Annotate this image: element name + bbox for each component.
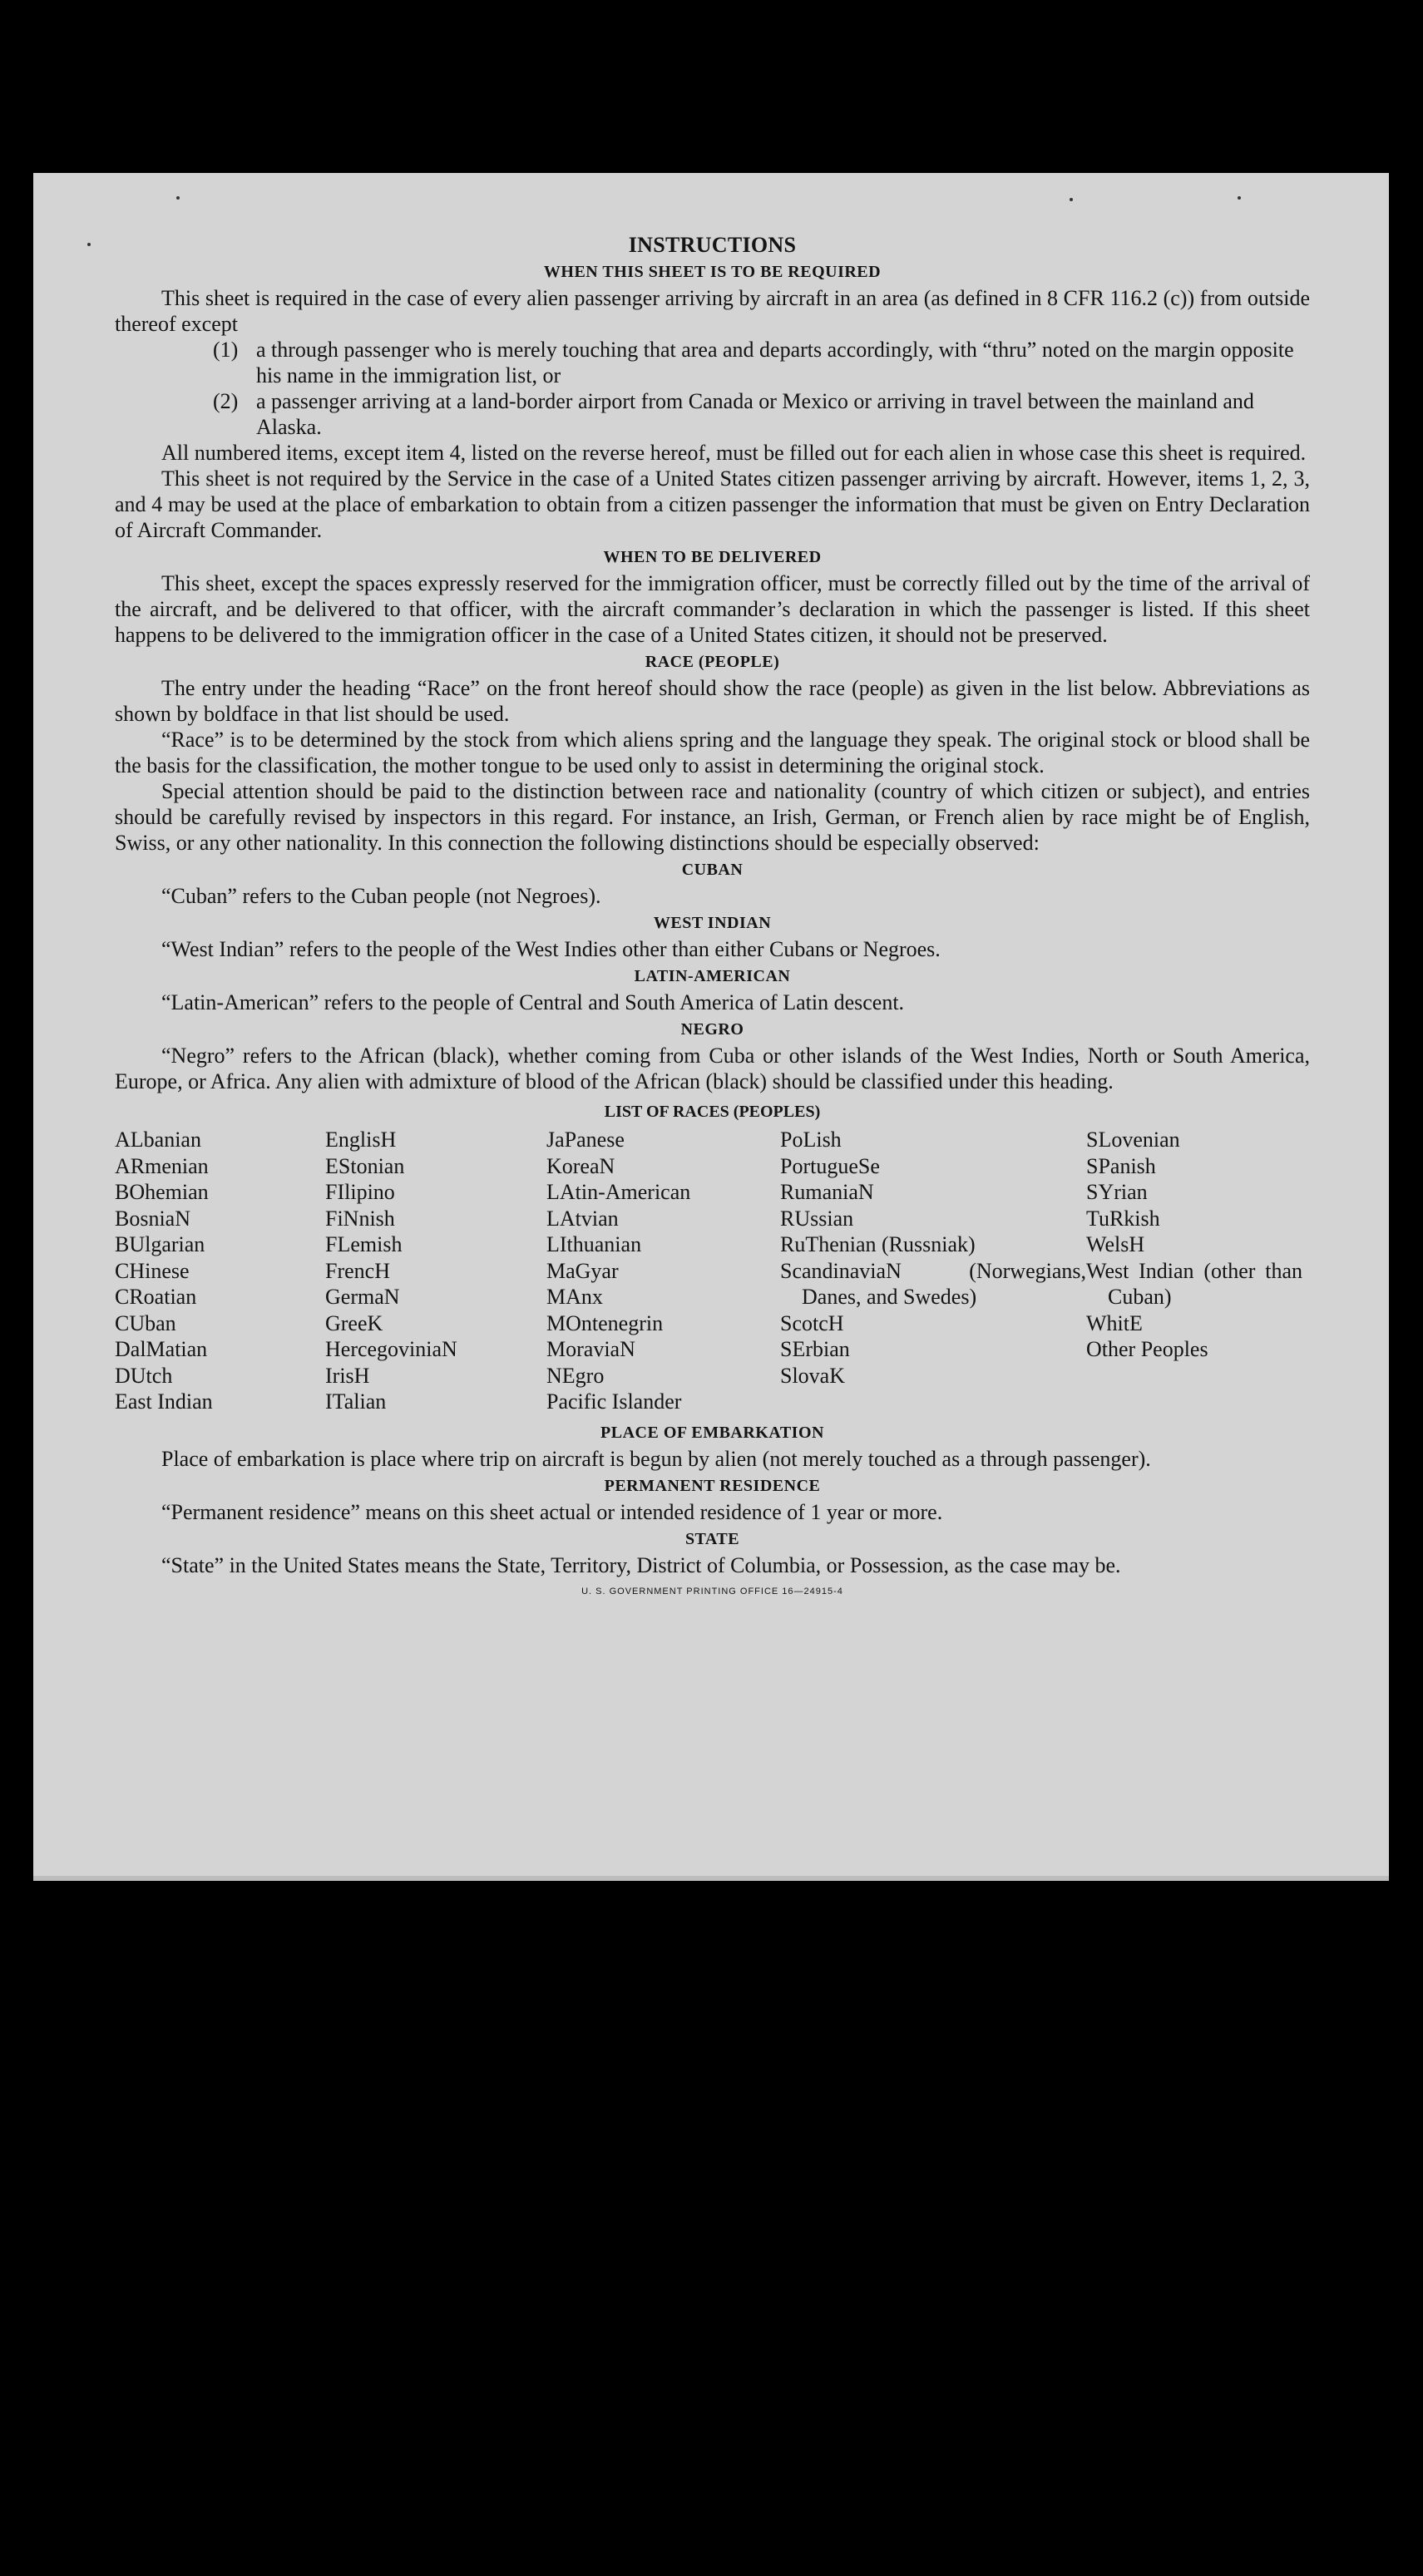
race-entry: SLovenian bbox=[1086, 1128, 1180, 1152]
race-entry: LAtvian bbox=[546, 1206, 619, 1231]
heading-list-of-races: LIST OF RACES (PEOPLES) bbox=[604, 1103, 821, 1121]
race-entry: FIlipino bbox=[325, 1180, 395, 1204]
race-entry: ITalian bbox=[325, 1389, 387, 1414]
printer-imprint: U. S. GOVERNMENT PRINTING OFFICE 16—24915-4 bbox=[581, 1586, 843, 1596]
race-entry: Other Peoples bbox=[1086, 1337, 1208, 1361]
race-entry: KoreaN bbox=[546, 1153, 615, 1178]
race-entry: RUssian bbox=[780, 1206, 854, 1231]
race-entry: ALbanian bbox=[115, 1128, 201, 1152]
race-entry: JaPanese bbox=[546, 1128, 625, 1152]
race-column bbox=[546, 1127, 780, 1415]
race-entry: EnglisH bbox=[325, 1128, 397, 1152]
race-entry: WhitE bbox=[1086, 1310, 1143, 1335]
ink-speck bbox=[176, 196, 180, 200]
race-entry: HercegoviniaN bbox=[325, 1337, 457, 1361]
race-entry: RumaniaN bbox=[780, 1180, 874, 1204]
item-text: a passenger arriving at a land-border airport from Canada or Mexico or arriving in travel between the mainland and Alaska. bbox=[256, 389, 1254, 439]
race-entry: PortugueSe bbox=[780, 1153, 880, 1178]
race-entry: RuThenian (Russniak) bbox=[780, 1232, 976, 1256]
race-entry: IrisH bbox=[325, 1363, 370, 1388]
paragraph-race-entry: The entry under the heading “Race” on the front hereof should show the race (people) as given in the list below. Abbreviations as shown by boldface in that list should be used. bbox=[115, 676, 1310, 726]
paragraph-citizen: This sheet is not required by the Service in the case of a United States citizen passenger arriving by aircraft. However, items 1, 2, 3, and 4 may be used at the place of embarkation to obtain from a citizen passenger the information that must be given on Entry Declaration of Aircraft Commander. bbox=[115, 466, 1310, 542]
race-list bbox=[115, 1127, 1310, 1415]
race-entry: GreeK bbox=[325, 1310, 383, 1335]
numbered-item-2 bbox=[115, 388, 1310, 440]
heading-state: STATE bbox=[684, 1529, 740, 1548]
race-entry: SlovaK bbox=[780, 1363, 845, 1388]
race-entry: ARmenian bbox=[115, 1153, 209, 1178]
race-entry: PoLish bbox=[780, 1128, 842, 1152]
paragraph-race-stock: “Race” is to be determined by the stock from which aliens spring and the language they speak. The original stock or blood shall be the basis for the classification, the mother tongue to be used only to assist in determining the original stock. bbox=[115, 728, 1310, 777]
race-entry: BosniaN bbox=[115, 1206, 190, 1231]
paragraph-intro: This sheet is required in the case of every alien passenger arriving by aircraft in an area (as defined in 8 CFR 116.2 (c)) from outside thereof except bbox=[115, 286, 1310, 336]
definition-embarkation: Place of embarkation is place where trip on aircraft is begun by alien (not merely touched as a through passenger). bbox=[161, 1446, 1151, 1471]
race-entry: MAnx bbox=[546, 1285, 603, 1309]
race-entry: West Indian (other than Cuban) bbox=[1086, 1258, 1302, 1309]
heading-west-indian: WEST INDIAN bbox=[653, 914, 772, 932]
definition-permanent-residence: “Permanent residence” means on this sheet actual or intended residence of 1 year or more. bbox=[161, 1499, 943, 1524]
race-entry: DalMatian bbox=[115, 1337, 208, 1361]
race-entry: DUtch bbox=[115, 1363, 173, 1388]
ink-speck bbox=[1238, 196, 1241, 200]
paragraph-numbered-items: All numbered items, except item 4, listed on the reverse hereof, must be filled out for each alien in whose case this sheet is required. bbox=[161, 441, 1307, 465]
heading-race: RACE (PEOPLE) bbox=[645, 653, 780, 671]
item-number: (1) bbox=[213, 338, 239, 362]
race-entry: MoraviaN bbox=[546, 1337, 635, 1361]
instruction-sheet bbox=[33, 173, 1389, 1881]
heading-when-required: WHEN THIS SHEET IS TO BE REQUIRED bbox=[543, 263, 882, 281]
race-column bbox=[1086, 1127, 1302, 1415]
race-entry: GermaN bbox=[325, 1285, 400, 1309]
race-entry: CRoatian bbox=[115, 1285, 197, 1309]
race-entry: LAtin-American bbox=[546, 1180, 691, 1204]
race-entry: SYrian bbox=[1086, 1180, 1148, 1204]
page-title: INSTRUCTIONS bbox=[628, 233, 797, 257]
paragraph-delivery: This sheet, except the spaces expressly reserved for the immigration officer, must be correctly filled out by the time of the arrival of the aircraft, and be delivered to that officer, with the aircraft commander’s declaration in which the passenger is listed. If this sheet happens to be delivered to the immigration officer in the case of a United States citizen, it should not be preserved. bbox=[115, 571, 1310, 647]
heading-permanent-residence: PERMANENT RESIDENCE bbox=[604, 1476, 821, 1495]
ink-speck bbox=[87, 243, 91, 246]
item-number: (2) bbox=[213, 389, 239, 413]
race-entry: BOhemian bbox=[115, 1180, 209, 1204]
race-column bbox=[115, 1127, 325, 1415]
definition-west-indian: “West Indian” refers to the people of the West Indies other than either Cubans or Negroes. bbox=[161, 937, 941, 961]
race-column bbox=[325, 1127, 546, 1415]
definition-cuban: “Cuban” refers to the Cuban people (not Negroes). bbox=[161, 884, 601, 908]
race-entry: BUlgarian bbox=[115, 1232, 205, 1256]
heading-embarkation: PLACE OF EMBARKATION bbox=[600, 1423, 824, 1442]
race-entry: WelsH bbox=[1086, 1232, 1145, 1256]
race-column bbox=[780, 1127, 1086, 1415]
heading-when-delivered: WHEN TO BE DELIVERED bbox=[603, 548, 822, 566]
race-entry: FiNnish bbox=[325, 1206, 395, 1231]
race-entry: CHinese bbox=[115, 1258, 190, 1283]
race-entry: FrencH bbox=[325, 1258, 390, 1283]
numbered-item-1 bbox=[115, 337, 1310, 388]
definition-state: “State” in the United States means the State, Territory, District of Columbia, or Possession, as the case may be. bbox=[161, 1552, 1121, 1577]
paragraph-race-nationality: Special attention should be paid to the distinction between race and nationality (country of which citizen or subject), and entries should be carefully revised by inspectors in this regard. For instance, an Irish, German, or French alien by race might be of English, Swiss, or any other nationality. In this connection the following distinctions should be especially observed: bbox=[115, 779, 1310, 855]
race-entry: MaGyar bbox=[546, 1258, 619, 1283]
race-entry: LIthuanian bbox=[546, 1232, 642, 1256]
ink-speck bbox=[1070, 198, 1073, 201]
definition-latin-american: “Latin-American” refers to the people of Central and South America of Latin descent. bbox=[161, 990, 905, 1014]
item-text: a through passenger who is merely touching that area and departs accordingly, with “thru” noted on the margin opposite his name in the immigration list, or bbox=[256, 338, 1294, 387]
race-entry: EStonian bbox=[325, 1153, 405, 1178]
heading-cuban: CUBAN bbox=[681, 861, 744, 879]
race-entry: TuRkish bbox=[1086, 1206, 1160, 1231]
race-entry: CUban bbox=[115, 1310, 176, 1335]
heading-negro: NEGRO bbox=[680, 1020, 744, 1039]
definition-negro: “Negro” refers to the African (black), whether coming from Cuba or other islands of the West Indies, North or South America, Europe, or Africa. Any alien with admixture of blood of the African (black) should be classified under this heading. bbox=[115, 1044, 1310, 1093]
race-entry: SPanish bbox=[1086, 1153, 1156, 1178]
race-entry: ScandinaviaN (Norwegians, Danes, and Swedes) bbox=[780, 1258, 1086, 1309]
race-entry: East Indian bbox=[115, 1389, 213, 1414]
race-entry: NEgro bbox=[546, 1363, 605, 1388]
race-entry: SErbian bbox=[780, 1337, 850, 1361]
race-entry: FLemish bbox=[325, 1232, 403, 1256]
heading-latin-american: LATIN-AMERICAN bbox=[634, 967, 791, 985]
race-entry: MOntenegrin bbox=[546, 1310, 664, 1335]
race-entry: Pacific Islander bbox=[546, 1389, 682, 1414]
race-entry: ScotcH bbox=[780, 1310, 844, 1335]
